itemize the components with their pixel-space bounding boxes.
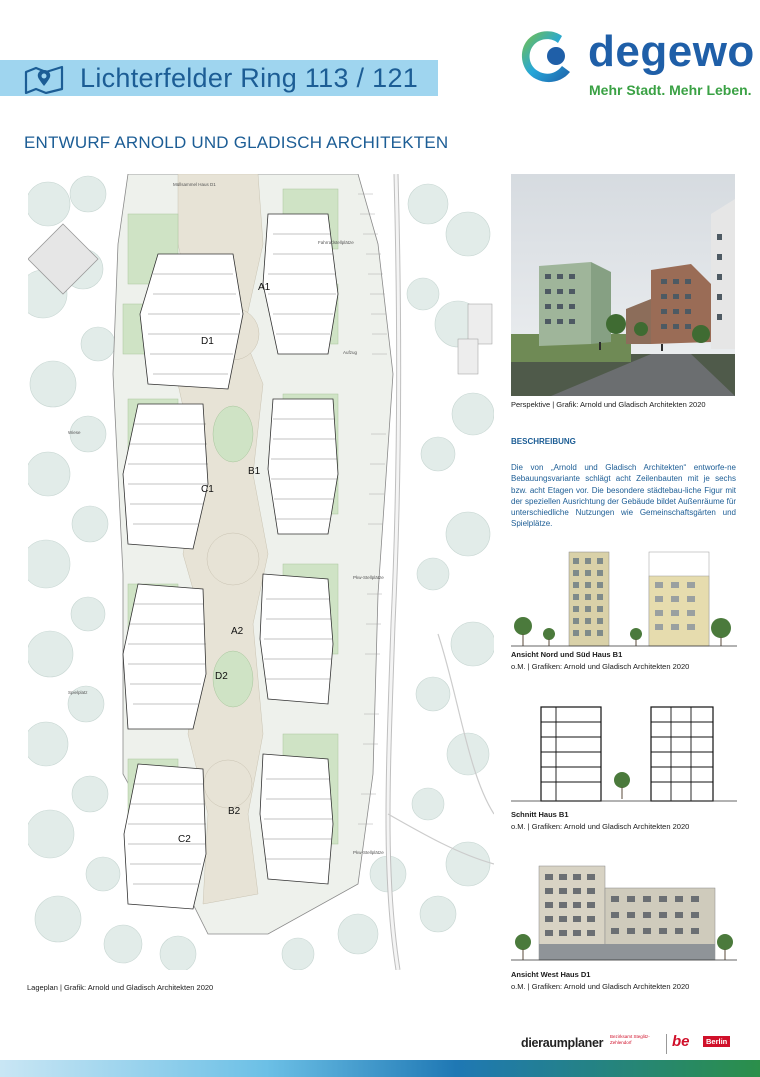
svg-text:D2: D2 — [215, 671, 228, 682]
degewo-logo-icon — [516, 26, 578, 88]
description-text: Die von „Arnold und Gladisch Architekten“ entworfe-ne Bebauungsvariante schlägt acht Zeilenbauten mit je sechs bzw. acht Etagen vor. Die besondere städtebau-liche Figur mit der speziellen Ausrichtung der Gebäude bildet Außenräume für unterschiedliche Nutzungen wie Gemeinschaftsgärten und Spielplätze. — [511, 463, 736, 529]
svg-text:D1: D1 — [201, 336, 214, 347]
svg-text:A1: A1 — [258, 282, 271, 293]
svg-text:B1: B1 — [248, 466, 261, 477]
footer-gradient-bar — [0, 1060, 760, 1077]
elevation-north-south — [511, 548, 737, 648]
svg-text:Aufzug: Aufzug — [343, 350, 358, 355]
elevation-2-credit: o.M. | Grafiken: Arnold und Gladisch Architekten 2020 — [511, 822, 690, 831]
elevation-1-credit: o.M. | Grafiken: Arnold und Gladisch Architekten 2020 — [511, 662, 690, 671]
brand-slogan: Mehr Stadt. Mehr Leben. — [589, 82, 752, 98]
svg-text:Pkw-Stellplätze: Pkw-Stellplätze — [353, 850, 384, 855]
svg-text:C2: C2 — [178, 834, 191, 845]
berlin-badge: Berlin — [703, 1036, 730, 1047]
section-drawing — [511, 702, 737, 802]
svg-text:B2: B2 — [228, 806, 241, 817]
svg-text:Wiese: Wiese — [68, 430, 81, 435]
elevation-west — [511, 862, 737, 962]
svg-text:C1: C1 — [201, 484, 214, 495]
elevation-2-title: Schnitt Haus B1 — [511, 810, 569, 819]
perspective-caption: Perspektive | Grafik: Arnold und Gladisch Architekten 2020 — [511, 400, 706, 409]
svg-text:A2: A2 — [231, 626, 244, 637]
elevation-1-title: Ansicht Nord und Süd Haus B1 — [511, 650, 623, 659]
site-plan — [28, 174, 494, 970]
perspective-image — [511, 174, 735, 396]
brand-name: degewo — [588, 27, 755, 76]
svg-text:Fahrradstellplätze: Fahrradstellplätze — [318, 240, 354, 245]
svg-text:Müllsammel Haus D1: Müllsammel Haus D1 — [173, 182, 216, 187]
svg-text:Spielplatz: Spielplatz — [68, 690, 88, 695]
siteplan-caption: Lageplan | Grafik: Arnold und Gladisch Architekten 2020 — [27, 983, 214, 992]
svg-text:Pkw-Stellplätze: Pkw-Stellplätze — [353, 575, 384, 580]
map-location-icon — [22, 62, 66, 94]
footer-divider — [666, 1034, 667, 1054]
description-heading: BESCHREIBUNG — [511, 437, 576, 446]
planner-logo: dieraumplaner — [521, 1036, 604, 1050]
elevation-3-credit: o.M. | Grafiken: Arnold und Gladisch Architekten 2020 — [511, 982, 690, 991]
elevation-3-title: Ansicht West Haus D1 — [511, 970, 591, 979]
design-subtitle: ENTWURF ARNOLD UND GLADISCH ARCHITEKTEN — [24, 133, 449, 152]
be-berlin-logo: be — [672, 1033, 690, 1050]
page-title: Lichterfelder Ring 113 / 121 — [80, 63, 419, 93]
district-label: Bezirksamt Steglitz-Zehlendorf — [610, 1034, 650, 1045]
